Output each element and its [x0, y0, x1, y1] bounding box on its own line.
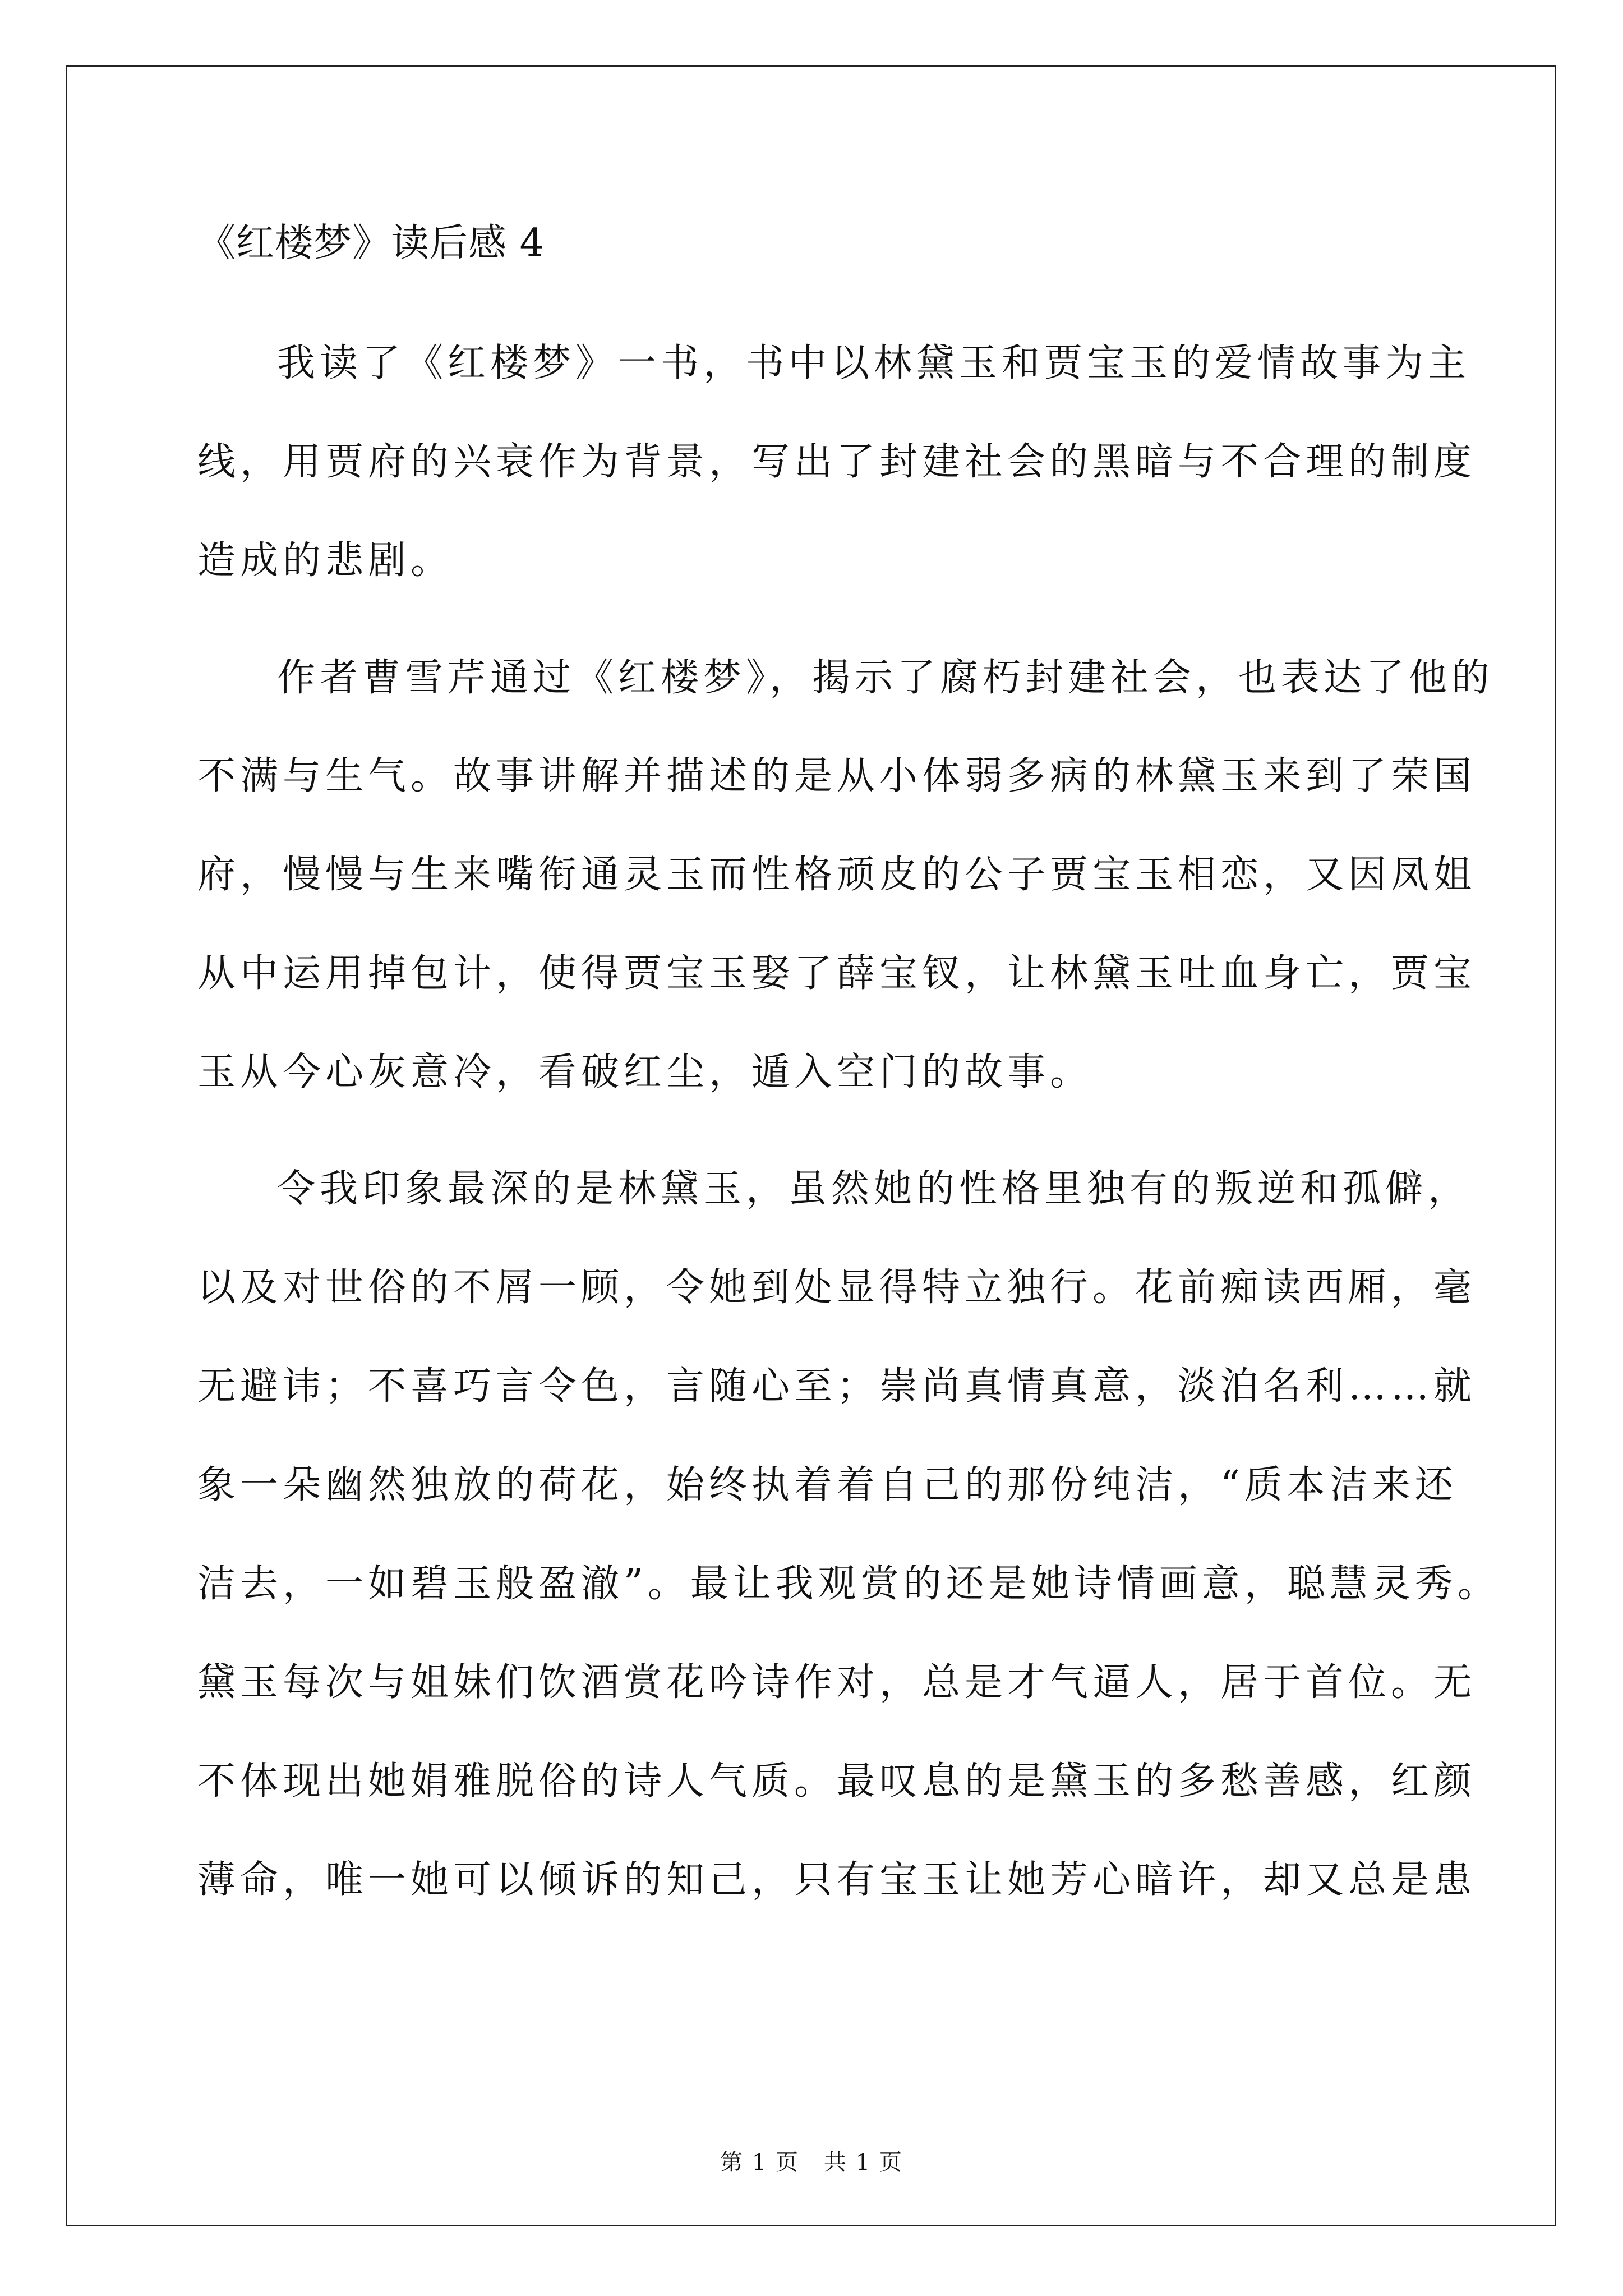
document-title: 《红楼梦》读后感 4 — [197, 221, 545, 265]
paragraph-3-line-3: 无避讳；不喜巧言令色，言随心至；崇尚真情真意，淡泊名利……就 — [197, 1364, 1477, 1409]
paragraph-2-line-5: 玉从今心灰意冷，看破红尘，遁入空门的故事。 — [197, 1050, 1093, 1094]
paragraph-1-line-3: 造成的悲剧。 — [197, 539, 454, 583]
paragraph-3-line-2: 以及对世俗的不屑一顾，令她到处显得特立独行。花前痴读西厢，毫 — [197, 1266, 1477, 1310]
paragraph-2-line-1: 作者曹雪芹通过《红楼梦》，揭示了腐朽封建社会，也表达了他的 — [277, 656, 1495, 700]
page-number-current: 第 1 页 — [720, 2150, 799, 2175]
paragraph-2-line-4: 从中运用掉包计，使得贾宝玉娶了薛宝钗，让林黛玉吐血身亡，贾宝 — [197, 951, 1477, 996]
paragraph-3-line-1: 令我印象最深的是林黛玉，虽然她的性格里独有的叛逆和孤僻， — [277, 1167, 1471, 1211]
paragraph-1-line-1: 我读了《红楼梦》一书，书中以林黛玉和贾宝玉的爱情故事为主 — [277, 341, 1471, 385]
paragraph-2-line-3: 府，慢慢与生来嘴衔通灵玉而性格顽皮的公子贾宝玉相恋，又因凤姐 — [197, 853, 1477, 897]
paragraph-3-line-5: 洁去，一如碧玉般盈澈”。最让我观赏的还是她诗情画意，聪慧灵秀。 — [197, 1562, 1500, 1606]
paragraph-3-line-6: 黛玉每次与姐妹们饮酒赏花吟诗作对，总是才气逼人，居于首位。无 — [197, 1660, 1477, 1705]
paragraph-1-line-2: 线，用贾府的兴衰作为背景，写出了封建社会的黑暗与不合理的制度 — [197, 440, 1477, 484]
paragraph-3-line-8: 薄命，唯一她可以倾诉的知己，只有宝玉让她芳心暗许，却又总是患 — [197, 1858, 1477, 1902]
page-footer — [0, 2151, 1623, 2174]
page-number-total: 共 1 页 — [824, 2150, 903, 2175]
paragraph-3-line-7: 不体现出她娟雅脱俗的诗人气质。最叹息的是黛玉的多愁善感，红颜 — [197, 1759, 1477, 1803]
page-border — [66, 65, 1556, 2226]
paragraph-3-line-4: 象一朵幽然独放的荷花，始终执着着自己的那份纯洁，“质本洁来还 — [197, 1463, 1458, 1507]
paragraph-2-line-2: 不满与生气。故事讲解并描述的是从小体弱多病的林黛玉来到了荣国 — [197, 754, 1477, 798]
